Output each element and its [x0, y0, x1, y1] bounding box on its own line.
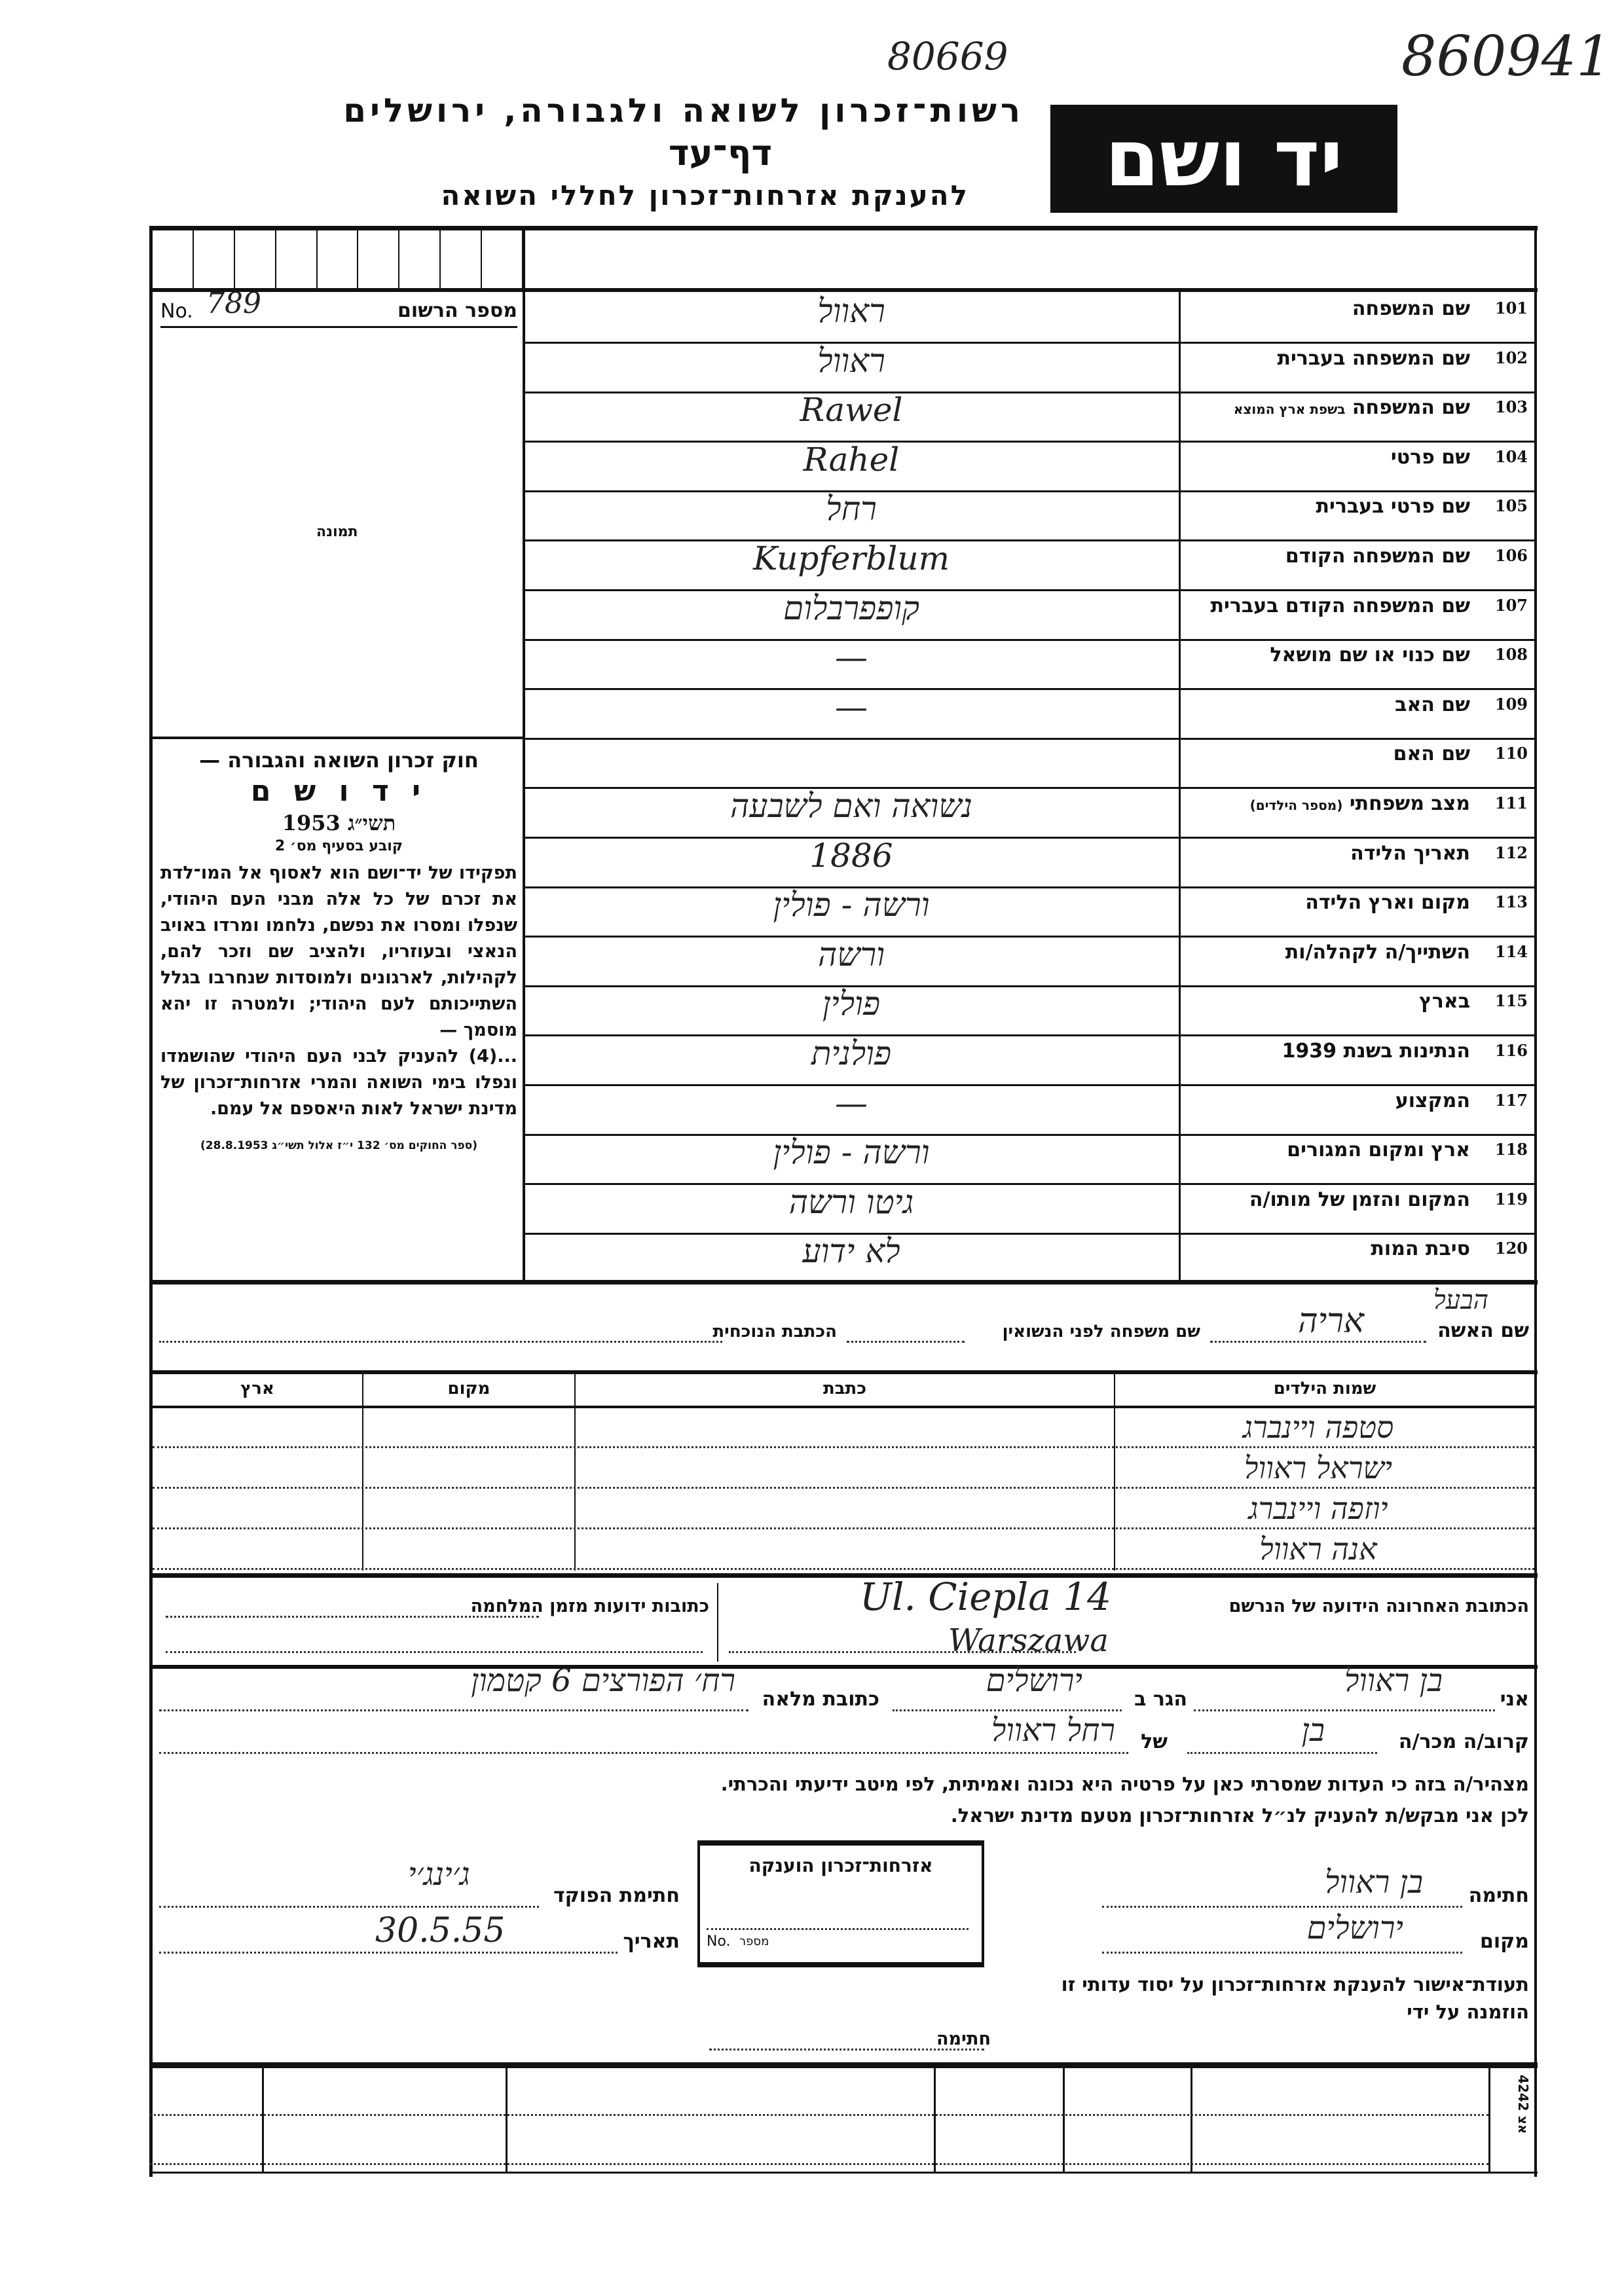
place-label: מקום: [1480, 1930, 1529, 1953]
relation-line: [1187, 1752, 1377, 1754]
yad-vashem-logo: יד ושם: [1050, 105, 1397, 213]
field-label: [1285, 545, 1470, 568]
field-row-110: [524, 737, 1536, 789]
field-label: [1285, 941, 1470, 964]
field-label: [1395, 693, 1470, 716]
field-value[interactable]: 1886: [809, 836, 893, 875]
certificate-ordered-by: הוזמנה על ידי: [1407, 2001, 1529, 2023]
divider: [153, 1406, 1534, 1408]
field-label: [1391, 446, 1470, 469]
children-names-header: שמות הילדים: [1273, 1379, 1376, 1398]
office-row-line: [149, 2163, 1488, 2165]
office-use-table: [149, 2062, 1538, 2174]
field-label-text: שם פרטי בעברית: [1316, 495, 1470, 519]
field-number: 118: [1494, 1140, 1528, 1159]
field-row-111: [524, 787, 1536, 839]
field-number: 107: [1494, 595, 1528, 615]
city-line: [893, 1709, 1122, 1711]
field-label-text: ארץ ומקום המגורים: [1287, 1139, 1470, 1162]
official-signature[interactable]: ג׳ינג׳י: [408, 1856, 470, 1893]
col-divider: [717, 1583, 718, 1662]
field-value[interactable]: רחל: [826, 490, 877, 528]
declarant-city[interactable]: ירושלים: [986, 1662, 1082, 1699]
children-address-header: כתבת: [822, 1379, 867, 1398]
registration-label: מספר הרשום: [397, 299, 517, 322]
field-number: 104: [1494, 446, 1528, 466]
child-row-line: [153, 1568, 1534, 1570]
field-row-112: [524, 837, 1536, 888]
law-title: חוק זכרון השואה והגבורה —: [199, 748, 479, 773]
box-number-line[interactable]: [707, 1928, 969, 1930]
field-value[interactable]: Kupferblum: [752, 539, 950, 577]
photo-label: תמונה: [316, 524, 358, 540]
field-row-113: [524, 886, 1536, 938]
margin-code: אצ 4242: [1515, 2075, 1531, 2134]
field-label: [1211, 594, 1470, 617]
last-address-section: [153, 1575, 1534, 1665]
certificate-signature-line[interactable]: [709, 2049, 984, 2050]
field-label-text: שם פרטי: [1390, 445, 1470, 469]
field-number: 117: [1494, 1090, 1528, 1110]
field-value[interactable]: ורשה - פולין: [773, 886, 930, 924]
law-excerpt: [160, 746, 517, 1154]
field-row-104: [524, 441, 1536, 492]
field-label: [1371, 1237, 1470, 1260]
col-divider: [934, 2068, 936, 2173]
col-divider: [1488, 2068, 1490, 2173]
field-value[interactable]: ורשה - פולין: [773, 1133, 930, 1172]
signature-label: חתימה: [1468, 1884, 1529, 1907]
victim-name-reference[interactable]: רחל ראוול: [991, 1712, 1115, 1749]
official-signature-label: חתימת הפוקד: [553, 1884, 680, 1907]
request-statement: לכן אני מבקש/ת להעניק לנ״ל אזרחות־זכרון מטעם מדינת ישראל.: [950, 1804, 1529, 1827]
field-label: [1393, 742, 1470, 765]
field-row-109: [524, 688, 1536, 740]
field-label: [1270, 644, 1470, 666]
field-number: 111: [1494, 793, 1528, 812]
law-section: קובע בסעיף מס׳ 2: [274, 838, 403, 854]
field-label: [1234, 396, 1470, 419]
field-label-text: סיבת המות: [1371, 1237, 1470, 1261]
col-divider: [262, 2068, 264, 2173]
field-sublabel: בשפת ארץ המוצא: [1233, 401, 1346, 418]
last-address-line1[interactable]: Ul. Ciepla 14: [860, 1575, 1112, 1619]
field-row-117: [524, 1084, 1536, 1136]
field-number: 103: [1494, 397, 1528, 417]
field-number: 110: [1494, 744, 1528, 763]
registration-number: [160, 287, 517, 328]
col-divider: [506, 2068, 507, 2173]
last-address-line2[interactable]: Warszawa: [948, 1622, 1109, 1659]
child-row-line: [153, 1527, 1534, 1529]
field-label-text: שם המשפחה בעברית: [1277, 346, 1470, 370]
field-label-text: שם האב: [1395, 693, 1470, 716]
field-label-text: מצב משפחתי: [1349, 792, 1470, 815]
field-number: 112: [1494, 843, 1528, 862]
field-label: [1395, 1089, 1470, 1112]
col-divider: [1190, 2068, 1192, 2173]
maiden-name-label: שם משפחה לפני הנשואין: [1002, 1322, 1200, 1341]
field-label: [1352, 297, 1470, 320]
field-label: [1350, 842, 1470, 865]
child-name[interactable]: אנה ראוול: [1259, 1531, 1377, 1567]
field-value[interactable]: לא ידוע: [802, 1232, 900, 1271]
official-signature-line: [159, 1906, 539, 1908]
current-address-label: הכתבת הנוכחית: [712, 1322, 837, 1341]
registration-no-value: 789: [206, 287, 261, 320]
field-number: 102: [1494, 348, 1528, 367]
field-label-text: שם כנוי או שם מושאל: [1270, 644, 1470, 667]
declaration-statement: מצהיר/ה בזה כי העדות שמסרתי כאן על פרטיה היא נכונה ואמיתית, לפי מיטב ידיעתי והכרתי.: [720, 1773, 1529, 1795]
divider: [149, 1573, 1538, 1578]
col-divider: [362, 1374, 363, 1571]
child-name[interactable]: יוזפה ויינברג: [1248, 1491, 1388, 1526]
field-value[interactable]: ראוול: [817, 341, 885, 380]
form-top-border: [149, 226, 1538, 230]
label-column-divider: [1179, 292, 1181, 1281]
certificate-signature-label: חתימה: [936, 2029, 991, 2049]
field-label: [1419, 990, 1470, 1013]
law-citation: (ספר החוקים מס׳ 132 י״ז אלול תשי״ג 28.8.1953): [200, 1139, 477, 1152]
field-row-119: [524, 1183, 1536, 1235]
field-number: 113: [1494, 892, 1528, 912]
field-value[interactable]: —: [835, 1084, 868, 1122]
wartime-addresses-label: כתובות ידועות מזמן המלחמה: [470, 1596, 709, 1616]
spouse-section: [153, 1285, 1534, 1372]
maiden-name-line[interactable]: [847, 1341, 965, 1343]
i-label: אני: [1500, 1688, 1529, 1711]
field-value[interactable]: Rahel: [803, 440, 900, 479]
child-row-line: [153, 1446, 1534, 1448]
law-body: תפקידו של יד־ושם הוא לאסוף אל המו־לדת את זכרם של כל אלה מבני העם היהודי, שנפלו ומסרו את נפשם, נלחמו ומרדו באויב הנאצי ובעוזריו, ולהציב שם וזכר להם, לקהילות, לארגונים ולמוסדות שנחרבו בגלל השתייכותם לעם היהודי; ולמטרה זו יהא מוסמך —: [160, 863, 517, 1040]
declarant-name[interactable]: בן ראוול: [1344, 1662, 1443, 1699]
declaration-date[interactable]: 30.5.55: [375, 1911, 506, 1950]
field-number: 115: [1494, 991, 1528, 1011]
field-label-text: הנתינות בשנת 1939: [1282, 1040, 1470, 1063]
office-row-line: [149, 2114, 1488, 2116]
spouse-label: שם האשה: [1437, 1319, 1529, 1342]
field-row-107: [524, 589, 1536, 641]
field-number: 116: [1494, 1041, 1528, 1060]
field-row-114: [524, 936, 1536, 987]
field-row-106: [524, 539, 1536, 591]
form-subtitle: להענקת אזרחות־זכרון לחללי השואה: [441, 179, 969, 211]
field-number: 109: [1494, 694, 1528, 714]
field-label-text: המקום והזמן של מותו/ה: [1249, 1188, 1470, 1211]
divider: [153, 737, 524, 739]
field-sublabel: (מספר הילדים): [1249, 797, 1343, 813]
field-row-102: [524, 342, 1536, 393]
last-address-label: הכתובת האחרונה הידועה של הנרשם: [1228, 1596, 1529, 1616]
children-country-header: ארץ: [240, 1379, 274, 1398]
field-number: 114: [1494, 941, 1528, 961]
field-value[interactable]: פולין: [822, 985, 881, 1023]
signature-line: [1102, 1906, 1462, 1908]
wartime-address-line-2[interactable]: [166, 1651, 703, 1653]
field-label-text: שם המשפחה הקודם: [1285, 545, 1470, 568]
field-label: [1282, 1040, 1470, 1063]
archive-number-stamp: 80669: [887, 34, 1008, 79]
field-row-101: [524, 292, 1536, 344]
field-label-text: מקום וארץ הלידה: [1305, 891, 1470, 915]
field-row-103: [524, 391, 1536, 443]
date-label: תאריך: [623, 1930, 680, 1953]
law-clause: ...(4) להעניק לבני העם היהודי שהושמדו ונפלו בימי השואה והמרי אזרחות־זכרון של מדינת ישראל לאות היאספם אל עמם.: [160, 1046, 517, 1119]
field-number: 106: [1494, 546, 1528, 565]
field-number: 101: [1494, 299, 1528, 318]
declarant-relation[interactable]: בן: [1301, 1712, 1325, 1749]
declarant-name-line: [1194, 1709, 1495, 1711]
field-label: [1277, 347, 1470, 370]
field-label-text: המקצוע: [1395, 1089, 1470, 1112]
field-label-text: שם המשפחה: [1352, 297, 1470, 320]
field-row-108: [524, 638, 1536, 690]
child-name[interactable]: סטפה ויינברג: [1242, 1410, 1394, 1445]
spouse-name-line: [1210, 1341, 1426, 1343]
field-label-text: בארץ: [1418, 990, 1470, 1013]
divider: [149, 1280, 1538, 1285]
full-address-line: [159, 1709, 748, 1711]
col-divider: [574, 1374, 576, 1571]
spouse-name[interactable]: אריה: [1298, 1302, 1364, 1341]
form-title: דף־עד: [668, 132, 773, 173]
field-value[interactable]: ורשה: [817, 935, 885, 974]
archive-number-handwritten: 860941: [1401, 24, 1612, 88]
field-value[interactable]: גיטו ורשה: [788, 1182, 914, 1221]
field-value[interactable]: פולנית: [811, 1034, 892, 1072]
children-table: [153, 1374, 1534, 1575]
field-row-120: [524, 1232, 1536, 1284]
declaration-section: [153, 1662, 1534, 2060]
date-line: [159, 1952, 618, 1954]
relation-label: קרוב/ה מכר/ה: [1398, 1730, 1529, 1753]
place-line: [1102, 1952, 1462, 1954]
child-name[interactable]: ישראל ראוול: [1244, 1450, 1393, 1485]
certificate-statement: תעודת־אישור להענקת אזרחות־זכרון על יסוד עדותי זו: [1061, 1973, 1529, 1995]
field-label-text: תאריך הלידה: [1350, 841, 1470, 865]
children-place-header: מקום: [447, 1379, 490, 1398]
field-value[interactable]: נשואה ואם לשבעה: [729, 787, 973, 825]
field-label: [1287, 1139, 1470, 1161]
field-row-116: [524, 1034, 1536, 1086]
spouse-label-correction: הבעל: [1433, 1285, 1488, 1315]
box-title: אזרחות־זכרון הוענקה: [748, 1855, 933, 1876]
box-no-label: No.: [707, 1933, 731, 1950]
of-label: של: [1141, 1730, 1168, 1753]
field-label-text: שם האם: [1393, 742, 1470, 766]
wartime-address-line-1[interactable]: [166, 1616, 539, 1618]
law-name: י ד ו ש ם: [250, 774, 428, 808]
field-number: 120: [1494, 1239, 1528, 1258]
citizenship-granted-box: [697, 1840, 984, 1967]
declarant-address[interactable]: רח׳ הפורצים 6 קטמון: [471, 1662, 735, 1699]
field-number: 108: [1494, 645, 1528, 665]
declarant-signature[interactable]: בן ראוול: [1324, 1864, 1423, 1901]
field-value[interactable]: ראוול: [817, 292, 885, 330]
field-value[interactable]: —: [835, 687, 868, 726]
registration-no-label: No.: [160, 300, 193, 323]
declaration-place[interactable]: ירושלים: [1306, 1910, 1403, 1946]
field-row-115: [524, 985, 1536, 1036]
code-boxes: [153, 230, 524, 288]
field-number: 119: [1494, 1189, 1528, 1209]
field-label-text: שם המשפחה הקודם בעברית: [1210, 594, 1470, 617]
field-label-text: שם המשפחה: [1352, 396, 1470, 420]
field-label: [1250, 792, 1470, 815]
last-address-line: [729, 1651, 1076, 1653]
authority-name: רשות־זכרון לשואה ולגבורה, ירושלים: [343, 92, 1024, 130]
child-row-line: [153, 1487, 1534, 1489]
resides-label: הגר ב: [1134, 1688, 1187, 1711]
field-row-118: [524, 1133, 1536, 1185]
law-year: תשי״ג 1953: [282, 811, 396, 835]
field-number: 105: [1494, 496, 1528, 516]
field-label-text: השתייך/ה לקהלה/ות: [1285, 940, 1470, 964]
field-label: [1316, 495, 1471, 518]
box-number-label: מספר: [739, 1935, 769, 1948]
full-address-label: כתובת מלאה: [762, 1688, 879, 1711]
field-label: [1249, 1188, 1470, 1211]
field-row-105: [524, 490, 1536, 541]
field-value[interactable]: Rawel: [800, 391, 903, 429]
field-label: [1305, 891, 1470, 914]
col-divider: [1063, 2068, 1065, 2173]
of-line: [159, 1752, 1128, 1754]
photo-area: [153, 327, 524, 737]
field-value[interactable]: קופפרבלום: [783, 589, 919, 627]
field-value[interactable]: —: [835, 638, 868, 677]
current-address-line[interactable]: [159, 1341, 722, 1343]
